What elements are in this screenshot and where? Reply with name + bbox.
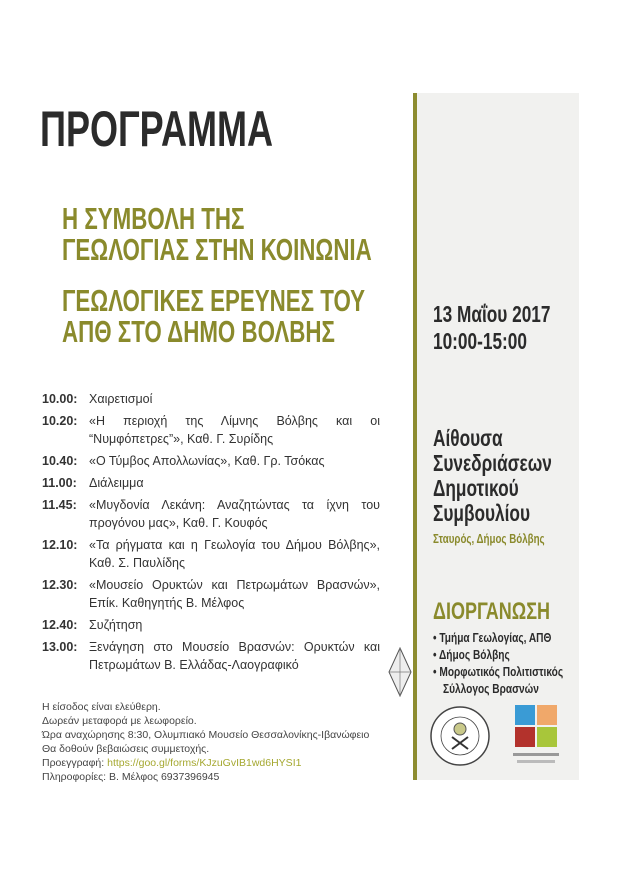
registration-label: Προεγγραφή:: [42, 757, 105, 769]
event-hours: 10:00-15:00: [433, 328, 527, 354]
note: Η είσοδος είναι ελεύθερη.: [42, 701, 161, 713]
schedule-text: «Η περιοχή της Λίμνης Βόλβης και οι “Νυμφόπετρες”», Καθ. Γ. Συρίδης: [89, 414, 380, 446]
schedule: [42, 390, 380, 678]
schedule-item: [42, 412, 380, 448]
notes: [42, 700, 369, 784]
schedule-text: «Ο Τύμβος Απολλωνίας», Καθ. Γρ. Τσόκας: [89, 454, 325, 468]
schedule-item: [42, 616, 380, 634]
subtitle-line: ΓΕΩΛΟΓΙΑΣ ΣΤΗΝ ΚΟΙΝΩΝΙΑ: [62, 232, 372, 267]
venue-line: Συνεδριάσεων: [433, 450, 552, 476]
subtitle-line: ΑΠΘ ΣΤΟ ΔΗΜΟ ΒΟΛΒΗΣ: [62, 314, 335, 349]
schedule-text: «Μουσείο Ορυκτών και Πετρωμάτων Βρασνών», Επίκ. Καθηγητής Β. Μέλφος: [89, 578, 380, 610]
organizer: • Μορφωτικός Πολιτιστικός: [433, 664, 564, 679]
schedule-item: [42, 390, 380, 408]
schedule-time: 10.20:: [42, 414, 78, 428]
schedule-text: Χαιρετισμοί: [89, 392, 153, 406]
organizer: • Τμήμα Γεωλογίας, ΑΠΘ: [433, 630, 552, 645]
info-panel: [413, 93, 579, 780]
schedule-text: Συζήτηση: [89, 618, 143, 632]
geology-department-seal: [429, 705, 491, 767]
schedule-text: Ξενάγηση στο Μουσείο Βρασνών: Ορυκτών και Πετρωμάτων Β. Ελλάδας-Λαογραφικό: [89, 640, 380, 672]
venue-line: Αίθουσα: [433, 425, 503, 451]
schedule-time: 10.00:: [42, 392, 78, 406]
event-date: 13 Μαΐου 2017: [433, 301, 551, 327]
schedule-item: [42, 638, 380, 674]
organizer: Σύλλογος Βρασνών: [443, 681, 539, 696]
subtitle-line: ΓΕΩΛΟΓΙΚΕΣ ΕΡΕΥΝΕΣ ΤΟΥ: [62, 283, 366, 318]
schedule-time: 12.10:: [42, 538, 78, 552]
schedule-text: «Τα ρήγματα και η Γεωλογία του Δήμου Βόλβης», Καθ. Σ. Παυλίδης: [89, 538, 380, 570]
schedule-time: 11.00:: [42, 476, 77, 490]
schedule-time: 10.40:: [42, 454, 78, 468]
page-title: ΠΡΟΓΡΑΜΜΑ: [40, 101, 273, 157]
schedule-item: [42, 474, 380, 492]
schedule-item: [42, 452, 380, 470]
venue-place: Σταυρός, Δήμος Βόλβης: [433, 531, 545, 546]
schedule-text: «Μυγδονία Λεκάνη: Αναζητώντας τα ίχνη του προγόνου μας», Καθ. Γ. Κουφός: [89, 498, 380, 530]
venue-line: Δημοτικού: [433, 475, 519, 501]
crystal-icon: [388, 647, 412, 697]
schedule-time: 13.00:: [42, 640, 78, 654]
schedule-time: 12.40:: [42, 618, 78, 632]
venue-line: Συμβουλίου: [433, 500, 531, 526]
organizers-title: ΔΙΟΡΓΑΝΩΣΗ: [433, 598, 551, 625]
schedule-item: [42, 576, 380, 612]
schedule-time: 11.45:: [42, 498, 77, 512]
schedule-item: [42, 496, 380, 532]
note: Θα δοθούν βεβαιώσεις συμμετοχής.: [42, 743, 210, 755]
note: Δωρεάν μεταφορά με λεωφορείο.: [42, 715, 197, 727]
info: Πληροφορίες: Β. Μέλφος 6937396945: [42, 771, 220, 783]
note: Ώρα αναχώρησης 8:30, Ολυμπιακό Μουσείο Θεσσαλονίκης-Ιβανώφειο: [42, 729, 370, 741]
schedule-time: 12.30:: [42, 578, 78, 592]
schedule-item: [42, 536, 380, 572]
registration-link[interactable]: https://goo.gl/forms/KJzuGvIB1wd6HYSI1: [107, 757, 302, 769]
municipality-logo: [511, 705, 561, 771]
schedule-text: Διάλειμμα: [89, 476, 144, 490]
organizer: • Δήμος Βόλβης: [433, 647, 510, 662]
subtitle-line: Η ΣΥΜΒΟΛΗ ΤΗΣ: [62, 201, 245, 236]
